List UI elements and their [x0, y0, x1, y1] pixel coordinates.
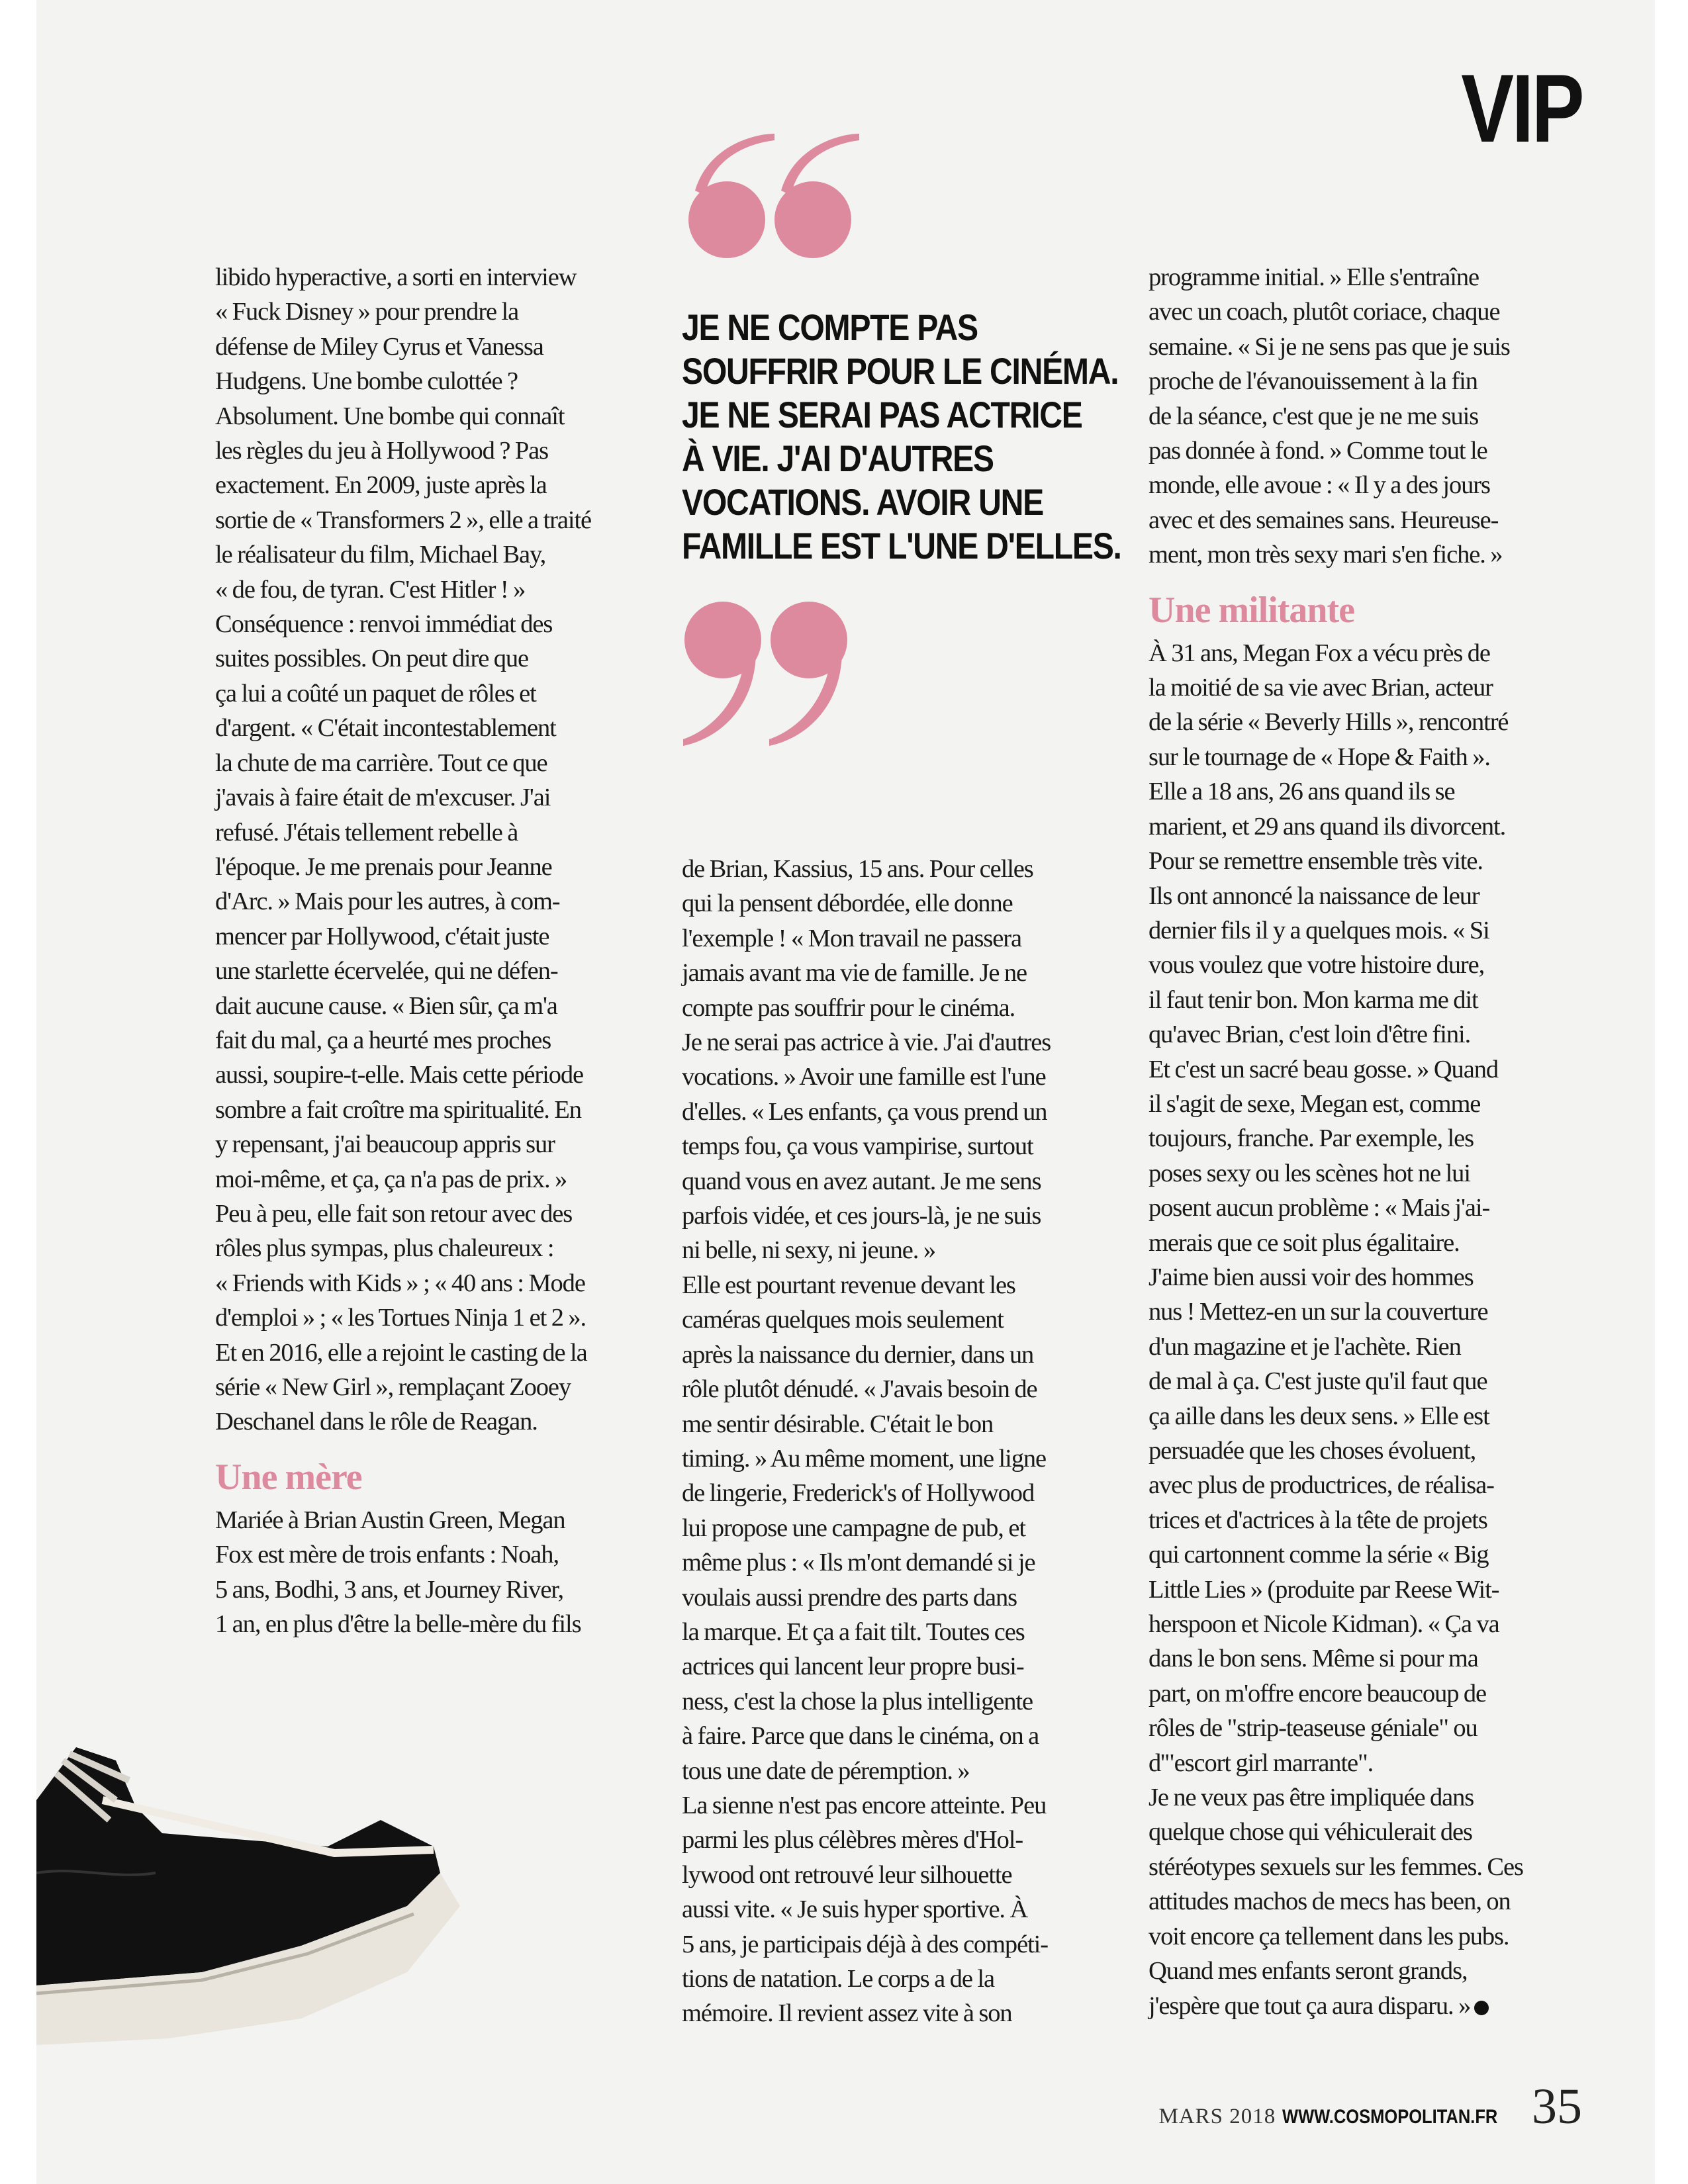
text-line: Conséquence : renvoi immédiat des: [215, 610, 553, 639]
text-line: dans le bon sens. Même si pour ma: [1149, 1645, 1478, 1673]
text-line: 1 an, en plus d'être la belle-mère du fils: [215, 1610, 581, 1639]
text-line: JE NE SERAI PAS ACTRICE: [682, 394, 1082, 435]
end-of-article-icon: [1474, 2001, 1489, 2015]
text-line: rôles plus sympas, plus chaleureux :: [215, 1234, 554, 1263]
text-line: de mal à ça. C'est juste qu'il faut que: [1149, 1367, 1487, 1396]
text-line: dernier fils il y a quelques mois. « Si: [1149, 916, 1489, 944]
text-line: « de fou, de tyran. C'est Hitler ! »: [215, 575, 526, 604]
column-3-body-after: [1149, 636, 1585, 2023]
text-line: de la série « Beverly Hills », rencontré: [1149, 708, 1509, 737]
text-line: semaine. « Si je ne sens pas que je suis: [1149, 332, 1510, 361]
text-line: SOUFFRIR POUR LE CINÉMA.: [682, 350, 1119, 392]
text-line: ni belle, ni sexy, ni jeune. »: [682, 1236, 935, 1265]
text-line: monde, elle avoue : « Il y a des jours: [1149, 471, 1490, 500]
text-line: La sienne n'est pas encore atteinte. Peu: [682, 1791, 1047, 1819]
text-line: programme initial. » Elle s'entraîne: [1149, 263, 1479, 291]
text-line: d'"escort girl marrante".: [1149, 1749, 1374, 1777]
text-line: quand vous en avez autant. Je me sens: [682, 1167, 1041, 1195]
text-line: qu'avec Brian, c'est loin d'être fini.: [1149, 1021, 1471, 1049]
text-line: merais que ce soit plus égalitaire.: [1149, 1228, 1460, 1257]
text-line: d'un magazine et je l'achète. Rien: [1149, 1332, 1461, 1361]
text-line: attitudes machos de mecs has been, on: [1149, 1888, 1511, 1916]
text-line: À VIE. J'AI D'AUTRES: [682, 437, 994, 479]
text-line: ness, c'est la chose la plus intelligente: [682, 1687, 1033, 1715]
text-line: il s'agit de sexe, Megan est, comme: [1149, 1089, 1481, 1118]
text-line: trices et d'actrices à la tête de projets: [1149, 1506, 1487, 1534]
text-line: les règles du jeu à Hollywood ? Pas: [215, 437, 549, 465]
text-line: Elle a 18 ans, 26 ans quand ils se: [1149, 778, 1455, 806]
text-line: moi-même, et ça, ça n'a pas de prix. »: [215, 1165, 567, 1193]
text-line: VOCATIONS. AVOIR UNE: [682, 481, 1043, 523]
text-line: voit encore ça tellement dans les pubs.: [1149, 1922, 1509, 1950]
text-line: j'espère que tout ça aura disparu. »: [1149, 1989, 1585, 2023]
magazine-page: [36, 0, 1655, 2184]
text-line: le réalisateur du film, Michael Bay,: [215, 541, 546, 569]
text-line: Je ne serai pas actrice à vie. J'ai d'autres: [682, 1028, 1051, 1057]
text-line: défense de Miley Cyrus et Vanessa: [215, 332, 543, 361]
text-line: lui propose une campagne de pub, et: [682, 1514, 1025, 1542]
column-1-body-after: [215, 1503, 652, 1642]
text-line: Fox est mère de trois enfants : Noah,: [215, 1541, 559, 1569]
text-line: ment, mon très sexy mari s'en fiche. »: [1149, 541, 1503, 569]
text-line: dait aucune cause. « Bien sûr, ça m'a: [215, 991, 557, 1020]
text-line: parfois vidée, et ces jours-là, je ne suis: [682, 1202, 1041, 1230]
page-footer: [1158, 2078, 1582, 2136]
text-line: de Brian, Kassius, 15 ans. Pour celles: [682, 855, 1033, 883]
text-line: sombre a fait croître ma spiritualité. En: [215, 1095, 581, 1124]
text-line: actrices qui lancent leur propre busi-: [682, 1653, 1024, 1681]
text-line: série « New Girl », remplaçant Zooey: [215, 1373, 571, 1401]
text-line: 5 ans, je participais déjà à des compéti-: [682, 1930, 1048, 1958]
text-line: refusé. J'étais tellement rebelle à: [215, 818, 518, 846]
text-line: « Friends with Kids » ; « 40 ans : Mode: [215, 1269, 585, 1297]
text-line: part, on m'offre encore beaucoup de: [1149, 1679, 1487, 1707]
footer-month: MARS 2018: [1158, 2105, 1276, 2128]
column-3: [1149, 260, 1585, 2023]
column-2-body: [682, 852, 1119, 2031]
text-line: de la séance, c'est que je ne me suis: [1149, 402, 1479, 430]
text-line: J'aime bien aussi voir des hommes: [1149, 1263, 1474, 1291]
text-line: Pour se remettre ensemble très vite.: [1149, 847, 1483, 876]
text-line: d'Arc. » Mais pour les autres, à com-: [215, 887, 560, 916]
text-line: me sentir désirable. C'était le bon: [682, 1410, 994, 1438]
text-line: Little Lies » (produite par Reese Wit-: [1149, 1575, 1499, 1604]
text-line: pas donnée à fond. » Comme tout le: [1149, 437, 1487, 465]
text-line: avec plus de productrices, de réalisa-: [1149, 1471, 1494, 1500]
section-tag: VIP: [1460, 54, 1582, 162]
text-line: toujours, franche. Par exemple, les: [1149, 1124, 1474, 1153]
text-line: une starlette écervelée, qui ne défen-: [215, 957, 558, 985]
text-line: sur le tournage de « Hope & Faith ».: [1149, 743, 1490, 771]
text-line: la chute de ma carrière. Tout ce que: [215, 749, 547, 777]
text-line: posent aucun problème : « Mais j'ai-: [1149, 1194, 1490, 1222]
text-line: JE NE COMPTE PAS: [682, 306, 978, 348]
text-line: Mariée à Brian Austin Green, Megan: [215, 1506, 565, 1534]
text-line: la marque. Et ça a fait tilt. Toutes ces: [682, 1617, 1025, 1646]
text-line: même plus : « Ils m'ont demandé si je: [682, 1549, 1035, 1577]
text-line: y repensant, j'ai beaucoup appris sur: [215, 1130, 555, 1159]
text-line: ça aille dans les deux sens. » Elle est: [1149, 1402, 1489, 1430]
text-line: l'époque. Je me prenais pour Jeanne: [215, 852, 552, 881]
text-line: vocations. » Avoir une famille est l'une: [682, 1063, 1046, 1091]
text-line: Elle est pourtant revenue devant les: [682, 1271, 1015, 1299]
text-line: Deschanel dans le rôle de Reagan.: [215, 1408, 538, 1436]
text-line: lywood ont retrouvé leur silhouette: [682, 1860, 1012, 1889]
text-line: Peu à peu, elle fait son retour avec des: [215, 1199, 573, 1228]
text-line: stéréotypes sexuels sur les femmes. Ces: [1149, 1852, 1523, 1881]
text-line: suites possibles. On peut dire que: [215, 645, 529, 673]
text-line: herspoon et Nicole Kidman). « Ça va: [1149, 1610, 1499, 1639]
text-line: timing. » Au même moment, une ligne: [682, 1444, 1047, 1473]
text-line: nus ! Mettez-en un sur la couverture: [1149, 1298, 1488, 1326]
text-line: l'exemple ! « Mon travail ne passera: [682, 924, 1021, 952]
text-line: tions de natation. Le corps a de la: [682, 1965, 994, 1993]
text-line: parmi les plus célèbres mères d'Hol-: [682, 1826, 1023, 1854]
text-line: rôle plutôt dénudé. « J'avais besoin de: [682, 1375, 1037, 1404]
text-line: proche de l'évanouissement à la fin: [1149, 367, 1477, 396]
text-line: vous voulez que votre histoire dure,: [1149, 951, 1485, 979]
open-quote-icon: [682, 132, 861, 258]
text-line: poses sexy ou les scènes hot ne lui: [1149, 1159, 1470, 1187]
column-2: [682, 852, 1119, 2031]
text-line: avec et des semaines sans. Heureuse-: [1149, 506, 1499, 534]
text-line: rôles de "strip-teaseuse géniale" ou: [1149, 1714, 1477, 1743]
text-line: aussi vite. « Je suis hyper sportive. À: [682, 1895, 1028, 1924]
text-line: avec un coach, plutôt coriace, chaque: [1149, 298, 1500, 326]
text-line: aussi, soupire-t-elle. Mais cette période: [215, 1061, 583, 1089]
sneaker-photo: [36, 1707, 500, 2052]
footer-website: WWW.COSMOPOLITAN.FR: [1282, 2106, 1498, 2128]
text-line: d'elles. « Les enfants, ça vous prend un: [682, 1097, 1047, 1126]
text-line: de lingerie, Frederick's of Hollywood: [682, 1479, 1035, 1508]
text-line: tous une date de péremption. »: [682, 1756, 970, 1785]
text-line: Hudgens. Une bombe culottée ?: [215, 367, 518, 396]
text-line: Et en 2016, elle a rejoint le casting de la: [215, 1338, 587, 1367]
column-1-body: [215, 260, 652, 1439]
text-line: 5 ans, Bodhi, 3 ans, et Journey River,: [215, 1575, 564, 1604]
text-line: fait du mal, ça a heurté mes proches: [215, 1026, 551, 1054]
text-line: compte pas souffrir pour le cinéma.: [682, 993, 1015, 1022]
text-line: FAMILLE EST L'UNE D'ELLES.: [682, 525, 1121, 567]
text-line: mencer par Hollywood, c'était juste: [215, 922, 549, 950]
column-1: [215, 260, 652, 1641]
text-line: à faire. Parce que dans le cinéma, on a: [682, 1722, 1039, 1751]
text-line: il faut tenir bon. Mon karma me dit: [1149, 985, 1478, 1014]
page-number: 35: [1532, 2079, 1582, 2134]
text-line: qui la pensent débordée, elle donne: [682, 889, 1013, 918]
text-line: d'emploi » ; « les Tortues Ninja 1 et 2 ».: [215, 1304, 586, 1332]
text-line: « Fuck Disney » pour prendre la: [215, 298, 519, 326]
text-line: Quand mes enfants seront grands,: [1149, 1957, 1468, 1985]
text-line: sortie de « Transformers 2 », elle a traité: [215, 506, 592, 534]
text-line: qui cartonnent comme la série « Big: [1149, 1541, 1489, 1569]
subhead-une-mere: Une mère: [215, 1456, 362, 1498]
text-line: persuadée que les choses évoluent,: [1149, 1437, 1476, 1465]
text-line: Absolument. Une bombe qui connaît: [215, 402, 565, 430]
close-quote-icon: [682, 599, 861, 751]
text-line: ça lui a coûté un paquet de rôles et: [215, 679, 536, 707]
text-line: Je ne veux pas être impliquée dans: [1149, 1784, 1474, 1812]
text-line: libido hyperactive, a sorti en interview: [215, 263, 577, 291]
column-3-body: [1149, 260, 1585, 572]
text-line: Ils ont annoncé la naissance de leur: [1149, 882, 1479, 910]
text-line: caméras quelques mois seulement: [682, 1306, 1004, 1334]
text-line: voulais aussi prendre des parts dans: [682, 1583, 1017, 1612]
text-line: jamais avant ma vie de famille. Je ne: [682, 959, 1027, 987]
text-line: exactement. En 2009, juste après la: [215, 471, 547, 500]
text-line: mémoire. Il revient assez vite à son: [682, 1999, 1012, 2028]
subhead-une-militante: Une militante: [1149, 589, 1355, 631]
text-line: Et c'est un sacré beau gosse. » Quand: [1149, 1055, 1498, 1083]
text-line: À 31 ans, Megan Fox a vécu près de: [1149, 639, 1490, 667]
text-line: temps fou, ça vous vampirise, surtout: [682, 1132, 1033, 1161]
pull-quote: [682, 306, 1121, 568]
text-line: la moitié de sa vie avec Brian, acteur: [1149, 674, 1493, 702]
text-line: quelque chose qui véhiculerait des: [1149, 1818, 1472, 1846]
text-line: après la naissance du dernier, dans un: [682, 1340, 1034, 1369]
text-line: d'argent. « C'était incontestablement: [215, 714, 556, 743]
text-line: j'avais à faire était de m'excuser. J'ai: [215, 784, 551, 812]
text-line: marient, et 29 ans quand ils divorcent.: [1149, 812, 1506, 841]
